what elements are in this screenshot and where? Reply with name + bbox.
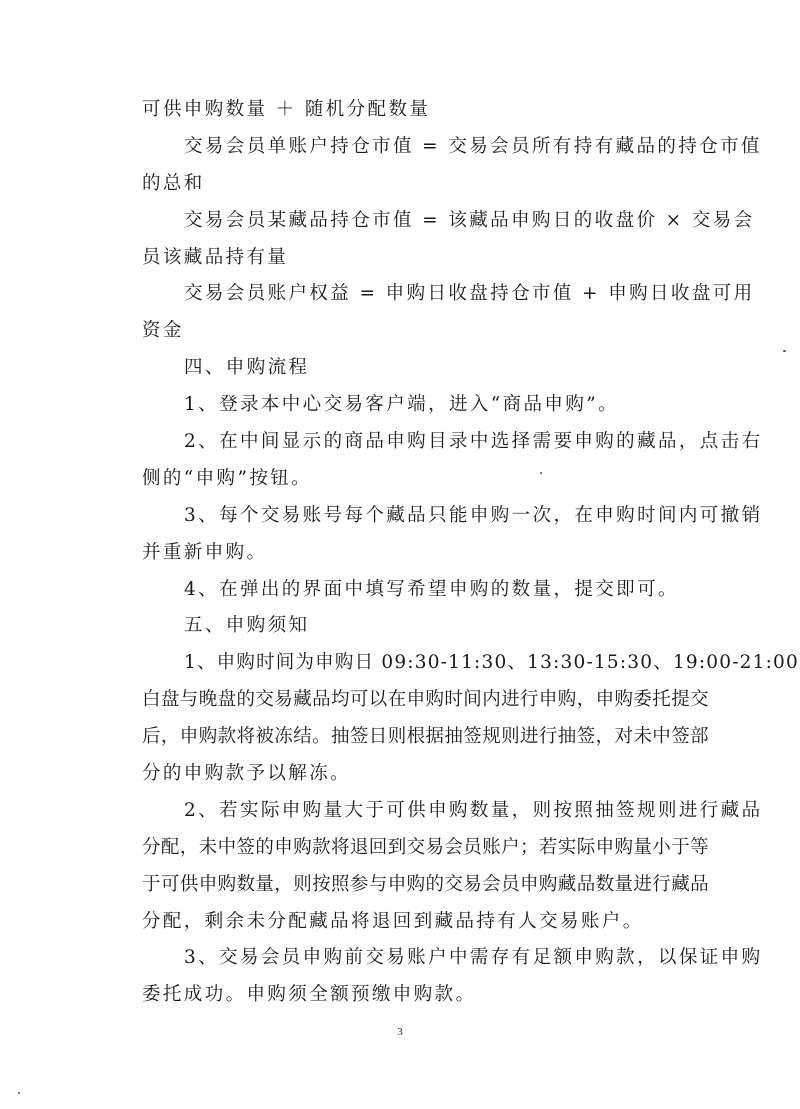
text-line: 后，申购款将被冻结。抽签日则根据抽签规则进行抽签，对未中签部: [142, 726, 710, 748]
text-line: 可供申购数量 ＋ 随机分配数量: [142, 99, 431, 120]
text-line: 分的申购款予以解冻。: [142, 763, 352, 785]
document-body: [142, 92, 799, 1014]
text-line: 4、在弹出的界面中填写希望申购的数量，提交即可。: [184, 578, 679, 600]
text-line: 交易会员单账户持仓市值 = 交易会员所有持有藏品的持仓市值: [184, 135, 762, 157]
text-line: 资金: [142, 320, 184, 342]
text-line: 2、在中间显示的商品申购目录中选择需要申购的藏品，点击右: [184, 431, 763, 453]
text-line: 的总和: [142, 172, 205, 194]
text-line: 侧的“申购”按钮。: [142, 467, 313, 489]
text-line: 3、每个交易账号每个藏品只能申购一次，在申购时间内可撤销: [184, 504, 763, 526]
scan-speck: [783, 350, 786, 352]
text-line: 员该藏品持有量: [142, 246, 289, 268]
text-line: 1、申购时间为申购日 09:30-11:30、13:30-15:30、19:00-21:00: [184, 652, 799, 674]
section-heading-notice: 五、申购须知: [184, 615, 310, 637]
text-line: 分配，未中签的申购款将退回到交易会员账户；若实际申购量小于等: [142, 836, 710, 858]
page-number: 3: [397, 1026, 403, 1038]
text-line: 3、交易会员申购前交易账户中需存有足额申购款，以保证申购: [184, 947, 763, 969]
scan-speck: [540, 472, 542, 474]
text-line: 于可供申购数量，则按照参与申购的交易会员申购藏品数量进行藏品: [142, 873, 710, 895]
text-line: 委托成功。申购须全额预缴申购款。: [142, 984, 477, 1006]
scan-speck: [18, 1092, 20, 1094]
text-line: 交易会员某藏品持仓市值 = 该藏品申购日的收盘价 × 交易会: [184, 209, 755, 231]
text-line: 交易会员账户权益 = 申购日收盘持仓市值 + 申购日收盘可用: [184, 283, 755, 305]
text-line: 白盘与晚盘的交易藏品均可以在申购时间内进行申购，申购委托提交: [142, 689, 710, 711]
text-line: 并重新申购。: [142, 541, 268, 563]
text-line: 分配，剩余未分配藏品将退回到藏品持有人交易账户。: [142, 910, 644, 932]
text-line: 2、若实际申购量大于可供申购数量，则按照抽签规则进行藏品: [184, 799, 763, 821]
text-line: 1、登录本中心交易客户端，进入“商品申购”。: [184, 394, 619, 416]
section-heading-process: 四、申购流程: [184, 357, 310, 379]
